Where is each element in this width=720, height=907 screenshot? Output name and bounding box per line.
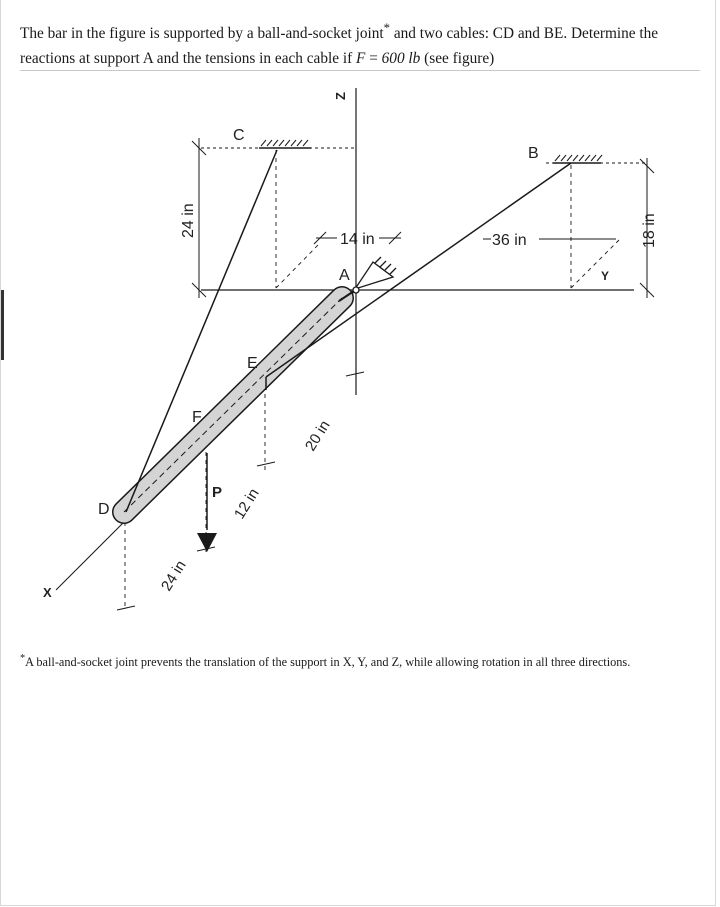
label-d: D — [98, 501, 110, 518]
dim-b-offset-label: 36 in — [492, 232, 527, 249]
problem-statement — [20, 16, 700, 71]
dim-e-to-f-label: 12 in — [230, 485, 263, 523]
footnote — [20, 651, 710, 670]
header-divider — [20, 70, 700, 71]
label-c: C — [233, 127, 245, 144]
dim-a-to-e-label: 20 in — [301, 417, 334, 455]
dim-c-height-label: 24 in — [180, 203, 197, 238]
z-axis-label: Z — [333, 92, 348, 100]
bar-da — [124, 291, 354, 512]
statics-figure — [1, 80, 701, 630]
ball-socket-a — [353, 257, 396, 293]
dim-a-offset-label: 14 in — [340, 231, 375, 248]
footnote-text: A ball-and-socket joint prevents the translation of the support in X, Y, and Z, while allowing rotation in all three directions. — [25, 655, 631, 670]
problem-body: and two cables: CD and BE. Determine the reactions at support A and the tensions in each cable if — [20, 25, 659, 68]
footnote-ref: * — [383, 21, 390, 35]
force-symbol: F — [356, 50, 366, 68]
dim-b-height-label: 18 in — [641, 213, 658, 248]
label-e: E — [247, 355, 258, 372]
figure-canvas — [1, 80, 701, 625]
problem-intro: The bar in the figure is supported by a ball-and-socket joint — [20, 25, 384, 43]
cable-be — [266, 163, 571, 377]
x-axis-label: X — [43, 585, 52, 600]
cable-cd — [126, 150, 277, 512]
label-p: P — [212, 484, 223, 501]
label-a: A — [339, 267, 350, 284]
dim-f-to-d-label: 24 in — [157, 557, 190, 595]
problem-tail: (see figure) — [420, 50, 495, 68]
label-f: F — [192, 409, 202, 426]
footnote-marker: * — [20, 653, 26, 664]
y-axis-label: Y — [601, 269, 610, 283]
force-value: 600 lb — [381, 50, 421, 68]
label-b: B — [528, 145, 539, 162]
equals-sign: = — [365, 50, 382, 68]
support-c-ceiling — [201, 140, 356, 148]
support-b-ceiling — [546, 155, 646, 163]
